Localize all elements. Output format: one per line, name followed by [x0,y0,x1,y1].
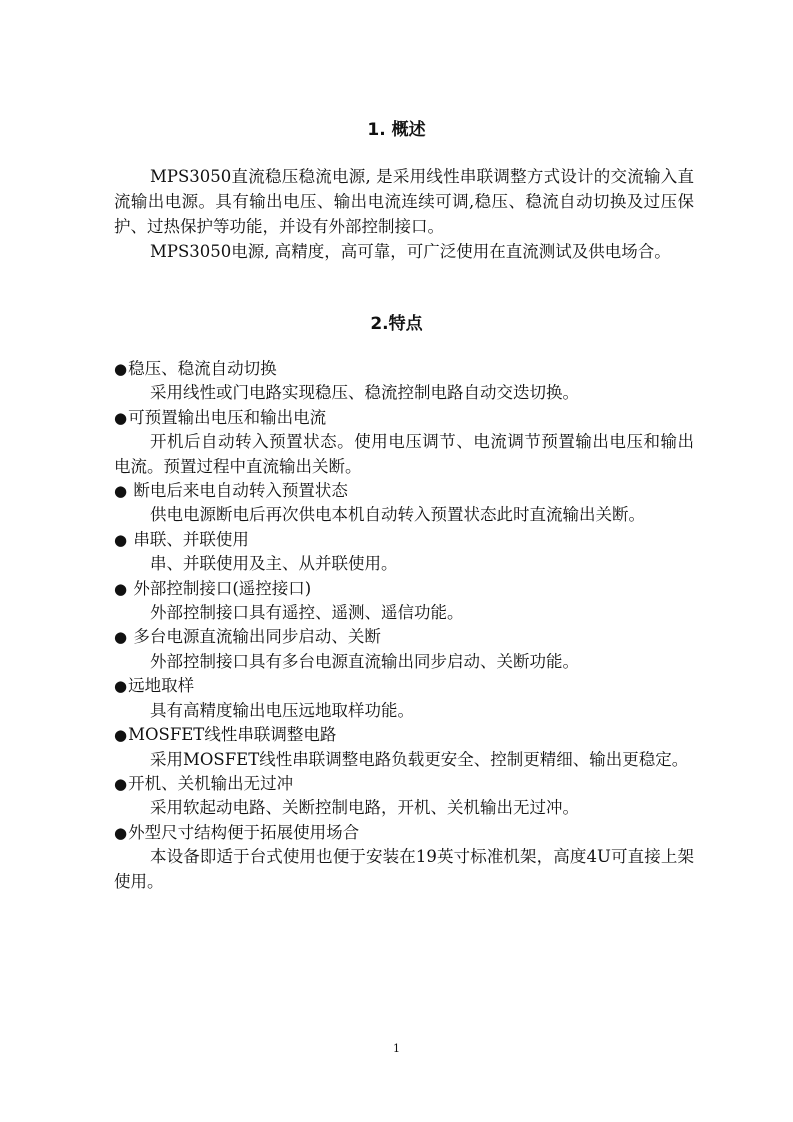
feature-description: 串、并联使用及主、从并联使用。 [150,554,398,574]
feature-item [114,528,694,577]
feature-item [114,577,694,626]
feature-list [114,357,694,894]
page-number: 1 [393,1042,400,1055]
feature-title: 断电后来电自动转入预置状态 [128,481,348,501]
bullet-icon: ● [114,530,128,549]
feature-item [114,674,694,723]
section-heading-features: 2.特点 [370,314,423,334]
feature-title: 稳压、稳流自动切换 [128,359,277,378]
feature-item [114,406,694,479]
feature-item [114,723,694,772]
feature-description: 采用MOSFET线性串联调整电路负载更安全、控制更精细、输出更稳定。 [150,749,689,769]
feature-description: 采用线性或门电路实现稳压、稳流控制电路自动交迭切换。 [150,383,579,403]
bullet-icon: ● [114,579,128,598]
feature-description: 外部控制接口具有遥控、遥测、遥信功能。 [150,603,464,623]
feature-title: 远地取样 [128,676,195,696]
feature-description: 开机后自动转入预置状态。使用电压调节、电流调节预置输出电压和输出电流。预置过程中直流输出关断。 [114,432,694,476]
feature-title: 可预置输出电压和输出电流 [128,407,327,427]
feature-item [114,772,694,821]
section-heading-overview: 1. 概述 [367,120,426,140]
feature-item [114,357,694,406]
bullet-icon: ● [114,360,128,378]
bullet-icon: ● [114,677,128,696]
feature-description: 具有高精度输出电压远地取样功能。 [150,700,414,720]
feature-item [114,821,694,894]
overview-paragraph-2: MPS3050电源, 高精度，高可靠，可广泛使用在直流测试及供电场合。 [150,242,671,261]
feature-title: MOSFET线性串联调整电路 [128,725,337,745]
feature-title: 外型尺寸结构便于拓展使用场合 [128,822,360,842]
bullet-icon: ● [114,823,128,842]
bullet-icon: ● [114,726,128,745]
feature-item [114,625,694,674]
feature-title: 开机、关机输出无过冲 [128,773,294,793]
feature-item [114,479,694,528]
feature-description: 供电电源断电后再次供电本机自动转入预置状态此时直流输出关断。 [150,505,645,525]
feature-description: 本设备即适于台式使用也便于安装在19英寸标准机架，高度4U可直接上架使用。 [114,847,694,891]
feature-title: 多台电源直流输出同步启动、关断 [128,627,381,647]
overview-paragraph-1: MPS3050直流稳压稳流电源, 是采用线性串联调整方式设计的交流输入直流输出电源。具有输出电压、输出电流连续可调,稳压、稳流自动切换及过压保护、过热保护等功能，并设有外部控制接口。 [114,167,694,236]
feature-description: 外部控制接口具有多台电源直流输出同步启动、关断功能。 [150,651,579,671]
bullet-icon: ● [114,628,128,647]
feature-title: 外部控制接口(遥控接口) [128,578,312,598]
bullet-icon: ● [114,482,128,501]
feature-title: 串联、并联使用 [128,529,249,549]
bullet-icon: ● [114,774,128,793]
bullet-icon: ● [114,408,128,427]
feature-description: 采用软起动电路、关断控制电路，开机、关机输出无过冲。 [150,798,579,818]
